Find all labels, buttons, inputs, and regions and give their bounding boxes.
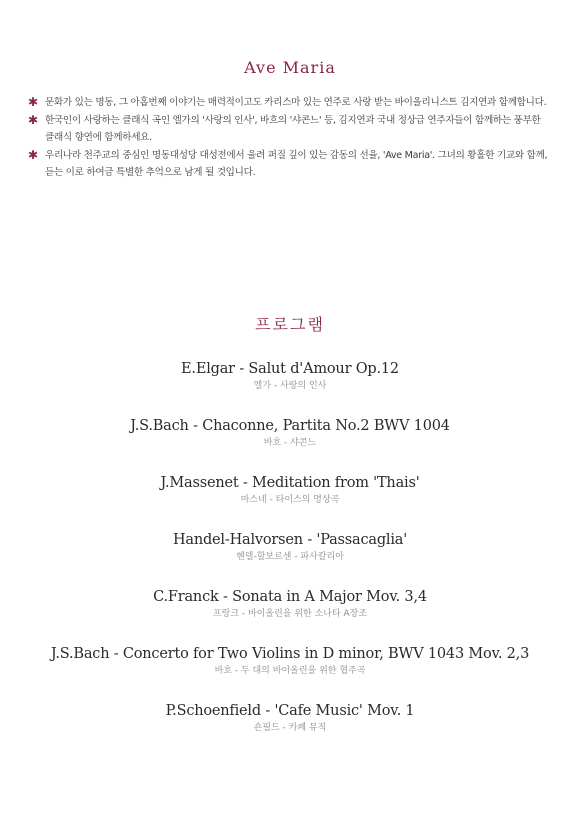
asterisk-bullet-icon: ✱ (28, 95, 38, 109)
piece-title: E.Elgar - Salut d'Amour Op.12 (181, 361, 399, 377)
program-item (0, 700, 580, 757)
piece-subtitle: 마스네 - 타이스의 명상곡 (240, 495, 340, 505)
piece-subtitle: 헨델-할보르센 - 파사칼리아 (236, 552, 344, 562)
piece-subtitle: 엘가 - 사랑의 인사 (253, 381, 327, 391)
intro-item (28, 147, 550, 181)
intro-item-text: 문화가 있는 명동, 그 아홉번째 이야기는 매력적이고도 카리스마 있는 연주로 사랑 받는 바이올리니스트 김지연과 함께합니다. (45, 97, 547, 108)
program-title: 프로그램 (255, 315, 325, 334)
intro-item-text: 한국인이 사랑하는 클래식 곡인 엘가의 '사랑의 인사', 바흐의 '샤콘느' 등, 김지연과 국내 정상급 연주자들이 함께하는 풍부한 클래식 향연에 함께하세요. (45, 115, 541, 143)
intro-item-text: 우리나라 천주교의 중심인 명동대성당 대성전에서 울려 퍼질 깊이 있는 감동의 선율, 'Ave Maria'. 그녀의 황홀한 기교와 함께, 듣는 이로 하여금 특별한 추억으로 남게 될 것입니다. (45, 150, 548, 178)
piece-title: Handel-Halvorsen - 'Passacaglia' (172, 532, 408, 548)
intro-title: Ave Maria (244, 58, 336, 77)
piece-title: C.Franck - Sonata in A Major Mov. 3,4 (153, 589, 427, 605)
intro-item (28, 94, 550, 111)
piece-subtitle: 프랑크 - 바이올린을 위한 소나타 A장조 (212, 609, 368, 619)
piece-title: P.Schoenfield - 'Cafe Music' Mov. 1 (165, 703, 415, 719)
piece-subtitle: 바흐 - 샤콘느 (263, 438, 317, 448)
program-list (0, 358, 580, 757)
program-item (0, 643, 580, 700)
piece-title: J.S.Bach - Concerto for Two Violins in D minor, BWV 1043 Mov. 2,3 (50, 646, 530, 662)
piece-title: J.S.Bach - Chaconne, Partita No.2 BWV 1004 (130, 418, 450, 434)
program-item (0, 586, 580, 643)
piece-subtitle: 바흐 - 두 대의 바이올린을 위한 협주곡 (214, 666, 366, 676)
program-item (0, 529, 580, 586)
program-item (0, 358, 580, 415)
asterisk-bullet-icon: ✱ (28, 148, 38, 162)
intro-list (28, 94, 550, 182)
piece-title: J.Massenet - Meditation from 'Thais' (160, 475, 420, 491)
program-item (0, 472, 580, 529)
asterisk-bullet-icon: ✱ (28, 113, 38, 127)
intro-item (28, 112, 550, 146)
piece-subtitle: 숀필드 - 카페 뮤직 (253, 723, 327, 733)
program-item (0, 415, 580, 472)
